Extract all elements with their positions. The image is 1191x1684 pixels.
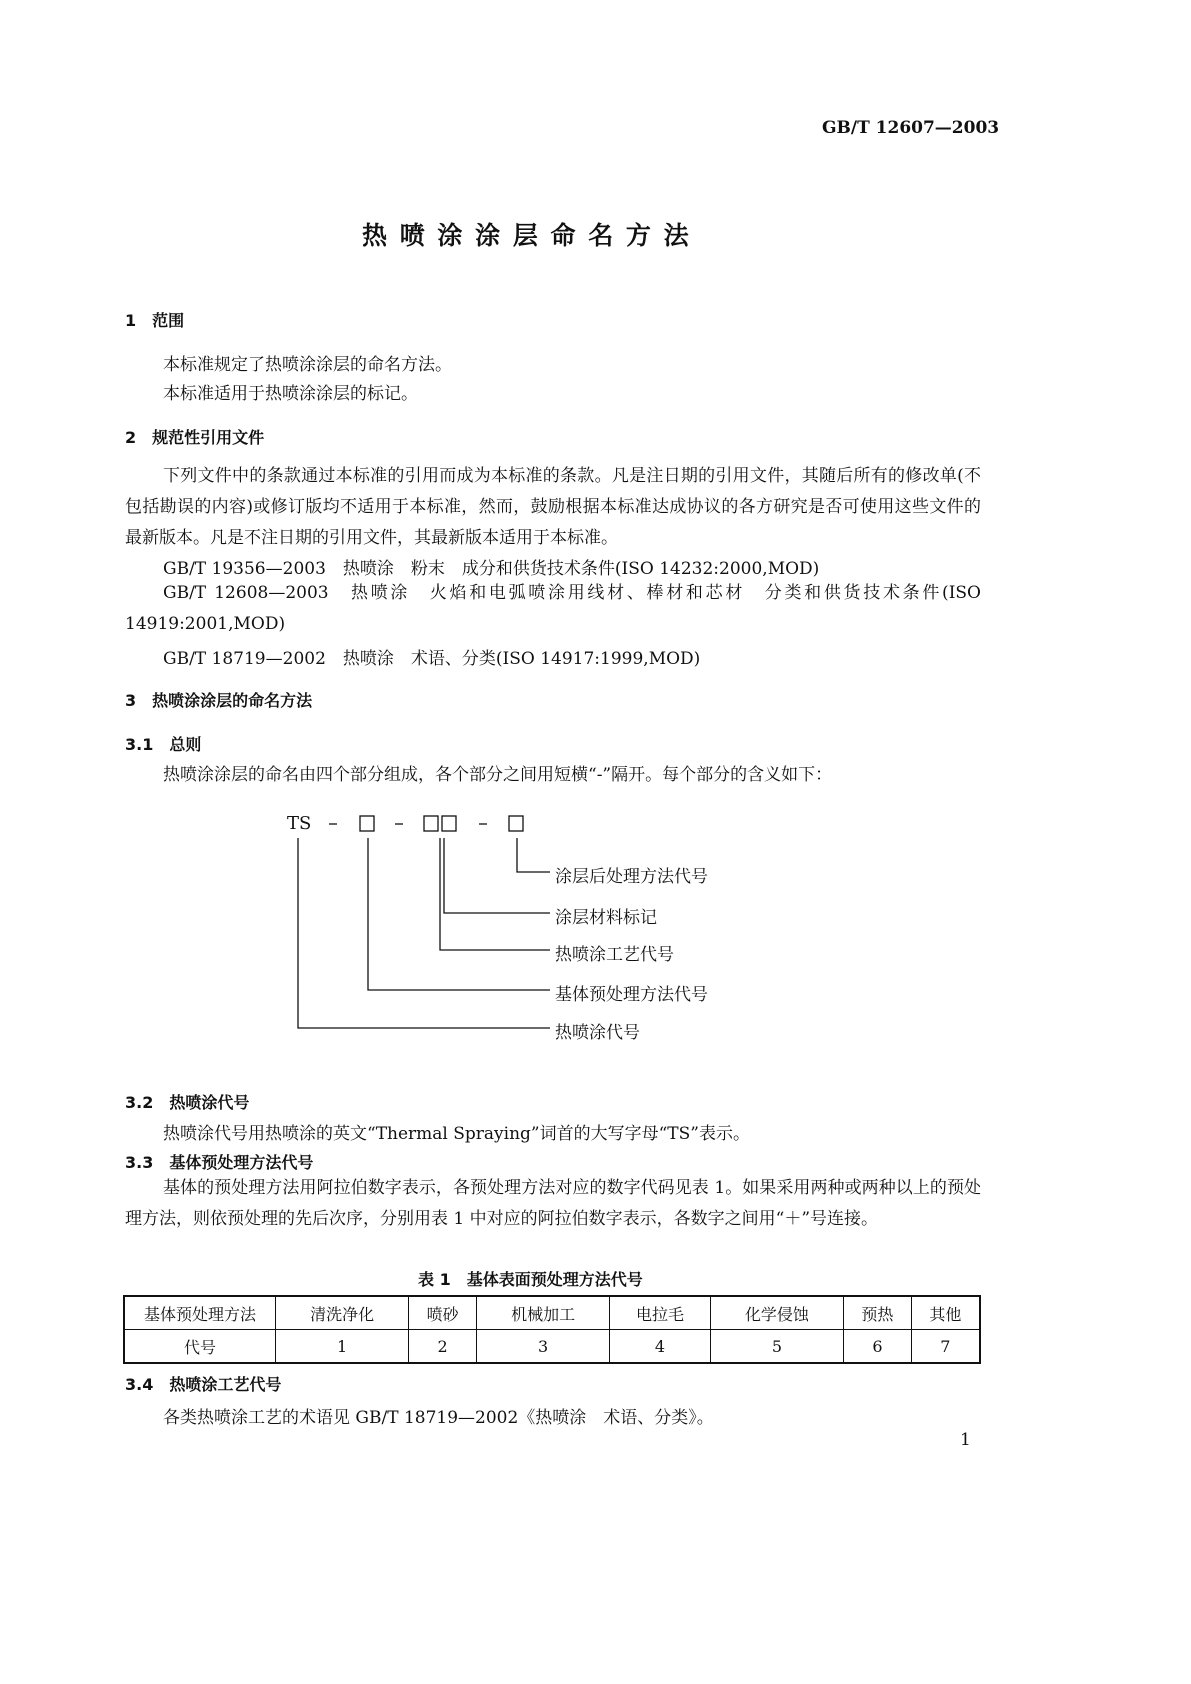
table-cell: 代号 bbox=[124, 1330, 276, 1364]
paragraph: 基体的预处理方法用阿拉伯数字表示，各预处理方法对应的数字代码见表 1。如果采用两种或两种以上的预处理方法，则依预处理的先后次序，分别用表 1 中对应的阿拉伯数字表示，各数字之间用“＋”号连接。 bbox=[125, 1178, 981, 1229]
paragraph: 热喷涂代号用热喷涂的英文“Thermal Spraying”词首的大写字母“TS”表示。 bbox=[163, 1124, 750, 1144]
table-cell: 基体预处理方法 bbox=[124, 1296, 276, 1330]
paragraph: 本标准适用于热喷涂涂层的标记。 bbox=[163, 384, 418, 404]
diagram-label: 基体预处理方法代号 bbox=[555, 985, 708, 1005]
section-3-1-heading: 3.1 总则 bbox=[125, 735, 202, 754]
reference-item: GB/T 12608—2003 热喷涂 火焰和电弧喷涂用线材、棒材和芯材 分类和供货技术条件(ISO 14919:2001,MOD) bbox=[125, 583, 981, 634]
table-row bbox=[124, 1330, 980, 1364]
paragraph: 下列文件中的条款通过本标准的引用而成为本标准的条款。凡是注日期的引用文件，其随后所有的修改单(不包括勘误的内容)或修订版均不适用于本标准，然而，鼓励根据本标准达成协议的各方研究是否可使用这些文件的最新版本。凡是不注日期的引用文件，其最新版本适用于本标准。 bbox=[125, 466, 981, 548]
table-cell: 化学侵蚀 bbox=[710, 1296, 843, 1330]
table-cell: 5 bbox=[710, 1330, 843, 1364]
table-cell: 机械加工 bbox=[476, 1296, 609, 1330]
section-3-4-heading: 3.4 热喷涂工艺代号 bbox=[125, 1375, 282, 1394]
table-cell: 电拉毛 bbox=[610, 1296, 710, 1330]
table-cell: 6 bbox=[844, 1330, 912, 1364]
table-cell: 1 bbox=[276, 1330, 409, 1364]
page-title: 热 喷 涂 涂 层 命 名 方 法 bbox=[362, 221, 691, 250]
diagram-prefix: TS bbox=[287, 813, 312, 834]
diagram-label: 热喷涂代号 bbox=[555, 1023, 640, 1043]
section-2-heading: 2 规范性引用文件 bbox=[125, 428, 265, 447]
paragraph: 热喷涂涂层的命名由四个部分组成，各个部分之间用短横“-”隔开。每个部分的含义如下： bbox=[163, 765, 833, 785]
diagram-label: 涂层后处理方法代号 bbox=[555, 867, 708, 887]
section-1-heading: 1 范围 bbox=[125, 311, 185, 330]
paragraph: 本标准规定了热喷涂涂层的命名方法。 bbox=[163, 355, 452, 375]
page-number: 1 bbox=[960, 1430, 971, 1450]
paragraph: 各类热喷涂工艺的术语见 GB/T 18719—2002《热喷涂 术语、分类》。 bbox=[163, 1408, 714, 1428]
table-cell: 7 bbox=[911, 1330, 980, 1364]
table-cell: 预热 bbox=[844, 1296, 912, 1330]
table-caption: 表 1 基体表面预处理方法代号 bbox=[418, 1270, 643, 1289]
diagram-label: 热喷涂工艺代号 bbox=[555, 945, 674, 965]
section-3-3-heading: 3.3 基体预处理方法代号 bbox=[125, 1153, 314, 1172]
reference-item: GB/T 19356—2003 热喷涂 粉末 成分和供货技术条件(ISO 14232:2000,MOD) bbox=[163, 559, 820, 579]
table-cell: 其他 bbox=[911, 1296, 980, 1330]
standard-code: GB/T 12607—2003 bbox=[822, 118, 1000, 138]
table-cell: 清洗净化 bbox=[276, 1296, 409, 1330]
table-cell: 4 bbox=[610, 1330, 710, 1364]
table-cell: 3 bbox=[476, 1330, 609, 1364]
table-cell: 喷砂 bbox=[409, 1296, 477, 1330]
reference-item: GB/T 18719—2002 热喷涂 术语、分类(ISO 14917:1999,MOD) bbox=[163, 649, 701, 669]
pretreatment-code-table bbox=[123, 1295, 981, 1364]
diagram-label: 涂层材料标记 bbox=[555, 908, 657, 928]
section-3-heading: 3 热喷涂涂层的命名方法 bbox=[125, 691, 313, 710]
table-cell: 2 bbox=[409, 1330, 477, 1364]
table-header-row bbox=[124, 1296, 980, 1330]
section-3-2-heading: 3.2 热喷涂代号 bbox=[125, 1093, 250, 1112]
